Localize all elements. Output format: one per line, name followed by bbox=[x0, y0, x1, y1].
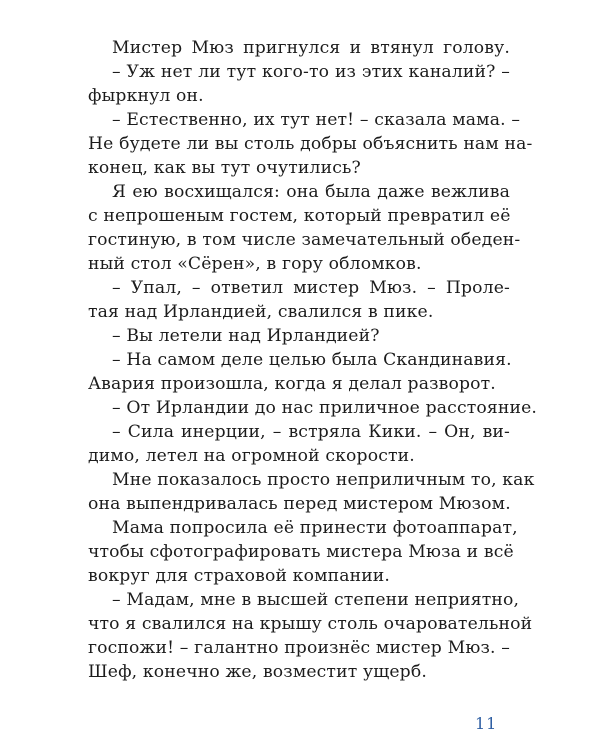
text-line: с непрошеным гостем, который превратил её bbox=[88, 206, 511, 226]
text-line: – Уж нет ли тут кого-то из этих каналий? – bbox=[112, 62, 510, 82]
text-line: тая над Ирландией, свалился в пике. bbox=[88, 302, 434, 322]
text-line: фыркнул он. bbox=[88, 86, 204, 106]
text-line: Шеф, конечно же, возместит ущерб. bbox=[88, 662, 427, 682]
text-line: – Упал, – ответил мистер Мюз. – Проле- bbox=[112, 278, 510, 298]
text-line: – Сила инерции, – встряла Кики. – Он, ви- bbox=[112, 422, 510, 442]
body-text bbox=[88, 36, 538, 684]
text-line: Не будете ли вы столь добры объяснить нам на- bbox=[88, 134, 533, 154]
text-line: Я ею восхищался: она была даже вежлива bbox=[112, 182, 510, 202]
text-line: димо, летел на огромной скорости. bbox=[88, 446, 415, 466]
text-line: что я свалился на крышу столь очаровательной bbox=[88, 614, 533, 634]
text-line: – Естественно, их тут нет! – сказала мама. – bbox=[112, 110, 521, 130]
text-line: вокруг для страховой компании. bbox=[88, 566, 391, 586]
text-line: – Вы летели над Ирландией? bbox=[112, 326, 380, 346]
text-line: чтобы сфотографировать мистера Мюза и всё bbox=[88, 542, 514, 562]
text-line: – Мадам, мне в высшей степени неприятно, bbox=[112, 590, 520, 610]
text-line: госпожи! – галантно произнёс мистер Мюз. – bbox=[88, 638, 510, 658]
text-line: ный стол «Сёрен», в гору обломков. bbox=[88, 254, 422, 274]
text-line: она выпендривалась перед мистером Мюзом. bbox=[88, 494, 511, 514]
text-line: – От Ирландии до нас приличное расстояние. bbox=[112, 398, 538, 418]
page-number: 11 bbox=[475, 714, 498, 733]
text-line: конец, как вы тут очутились? bbox=[88, 158, 361, 178]
text-line: Авария произошла, когда я делал разворот. bbox=[88, 374, 496, 394]
text-line: – На самом деле целью была Скандинавия. bbox=[112, 350, 512, 370]
text-line: Мистер Мюз пригнулся и втянул голову. bbox=[112, 38, 510, 58]
text-line: Мне показалось просто неприличным то, как bbox=[112, 470, 535, 490]
text-line: гостиную, в том числе замечательный обеден- bbox=[88, 230, 521, 250]
text-line: Мама попросила её принести фотоаппарат, bbox=[112, 518, 518, 538]
